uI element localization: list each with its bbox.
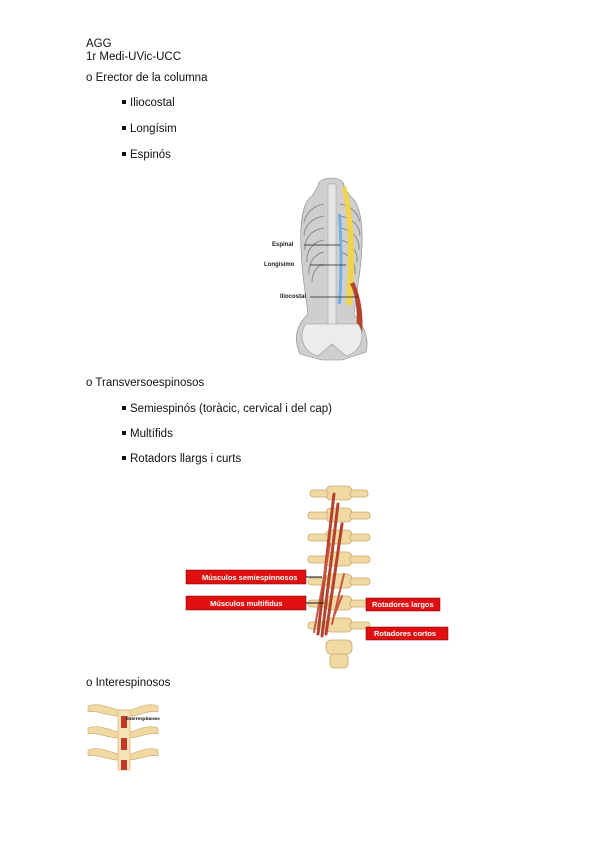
section-marker: o	[86, 377, 93, 389]
bullet-icon	[122, 126, 126, 130]
transversospinal-figure	[184, 484, 452, 670]
label-espinal: Espinal	[272, 242, 294, 248]
list-item: Espinós	[122, 149, 171, 161]
label-interespinosos: Interespinosos	[126, 716, 160, 722]
label-iliocostal: Iliocostal	[280, 294, 307, 300]
bullet-icon	[122, 152, 126, 156]
bullet-icon	[122, 406, 126, 410]
bullet-icon	[122, 100, 126, 104]
section-marker: o	[86, 72, 93, 84]
label-rotadores-largos: Rotadores largos	[372, 600, 434, 609]
section-title: Transversoespinosos	[95, 377, 205, 389]
interspinous-figure	[86, 700, 160, 774]
label-longisimo: Longisimo	[264, 262, 295, 268]
label-multifidus: Músculos multifidus	[210, 599, 283, 608]
section-title-erector	[86, 72, 207, 84]
list-item: Iliocostal	[122, 97, 175, 109]
label-semiespinnosos: Músculos semiespinnosos	[202, 573, 298, 582]
section-title-transversoespinosos	[86, 377, 204, 389]
course-name: 1r Medi-UVic-UCC	[86, 51, 181, 63]
erector-spinae-figure	[262, 174, 392, 364]
list-item: Multífids	[122, 428, 173, 440]
section-title: Interespinosos	[95, 677, 171, 689]
list-item: Rotadors llargs i curts	[122, 453, 241, 465]
list-item: Longísim	[122, 123, 177, 135]
section-title: Erector de la columna	[95, 72, 208, 84]
list-item: Semiespinós (toràcic, cervical i del cap)	[122, 403, 332, 415]
author-initials: AGG	[86, 38, 112, 50]
section-marker: o	[86, 677, 93, 689]
label-rotadores-cortos: Rotadores cortos	[374, 629, 437, 638]
bullet-icon	[122, 431, 126, 435]
bullet-icon	[122, 456, 126, 460]
section-title-interespinosos	[86, 677, 170, 689]
